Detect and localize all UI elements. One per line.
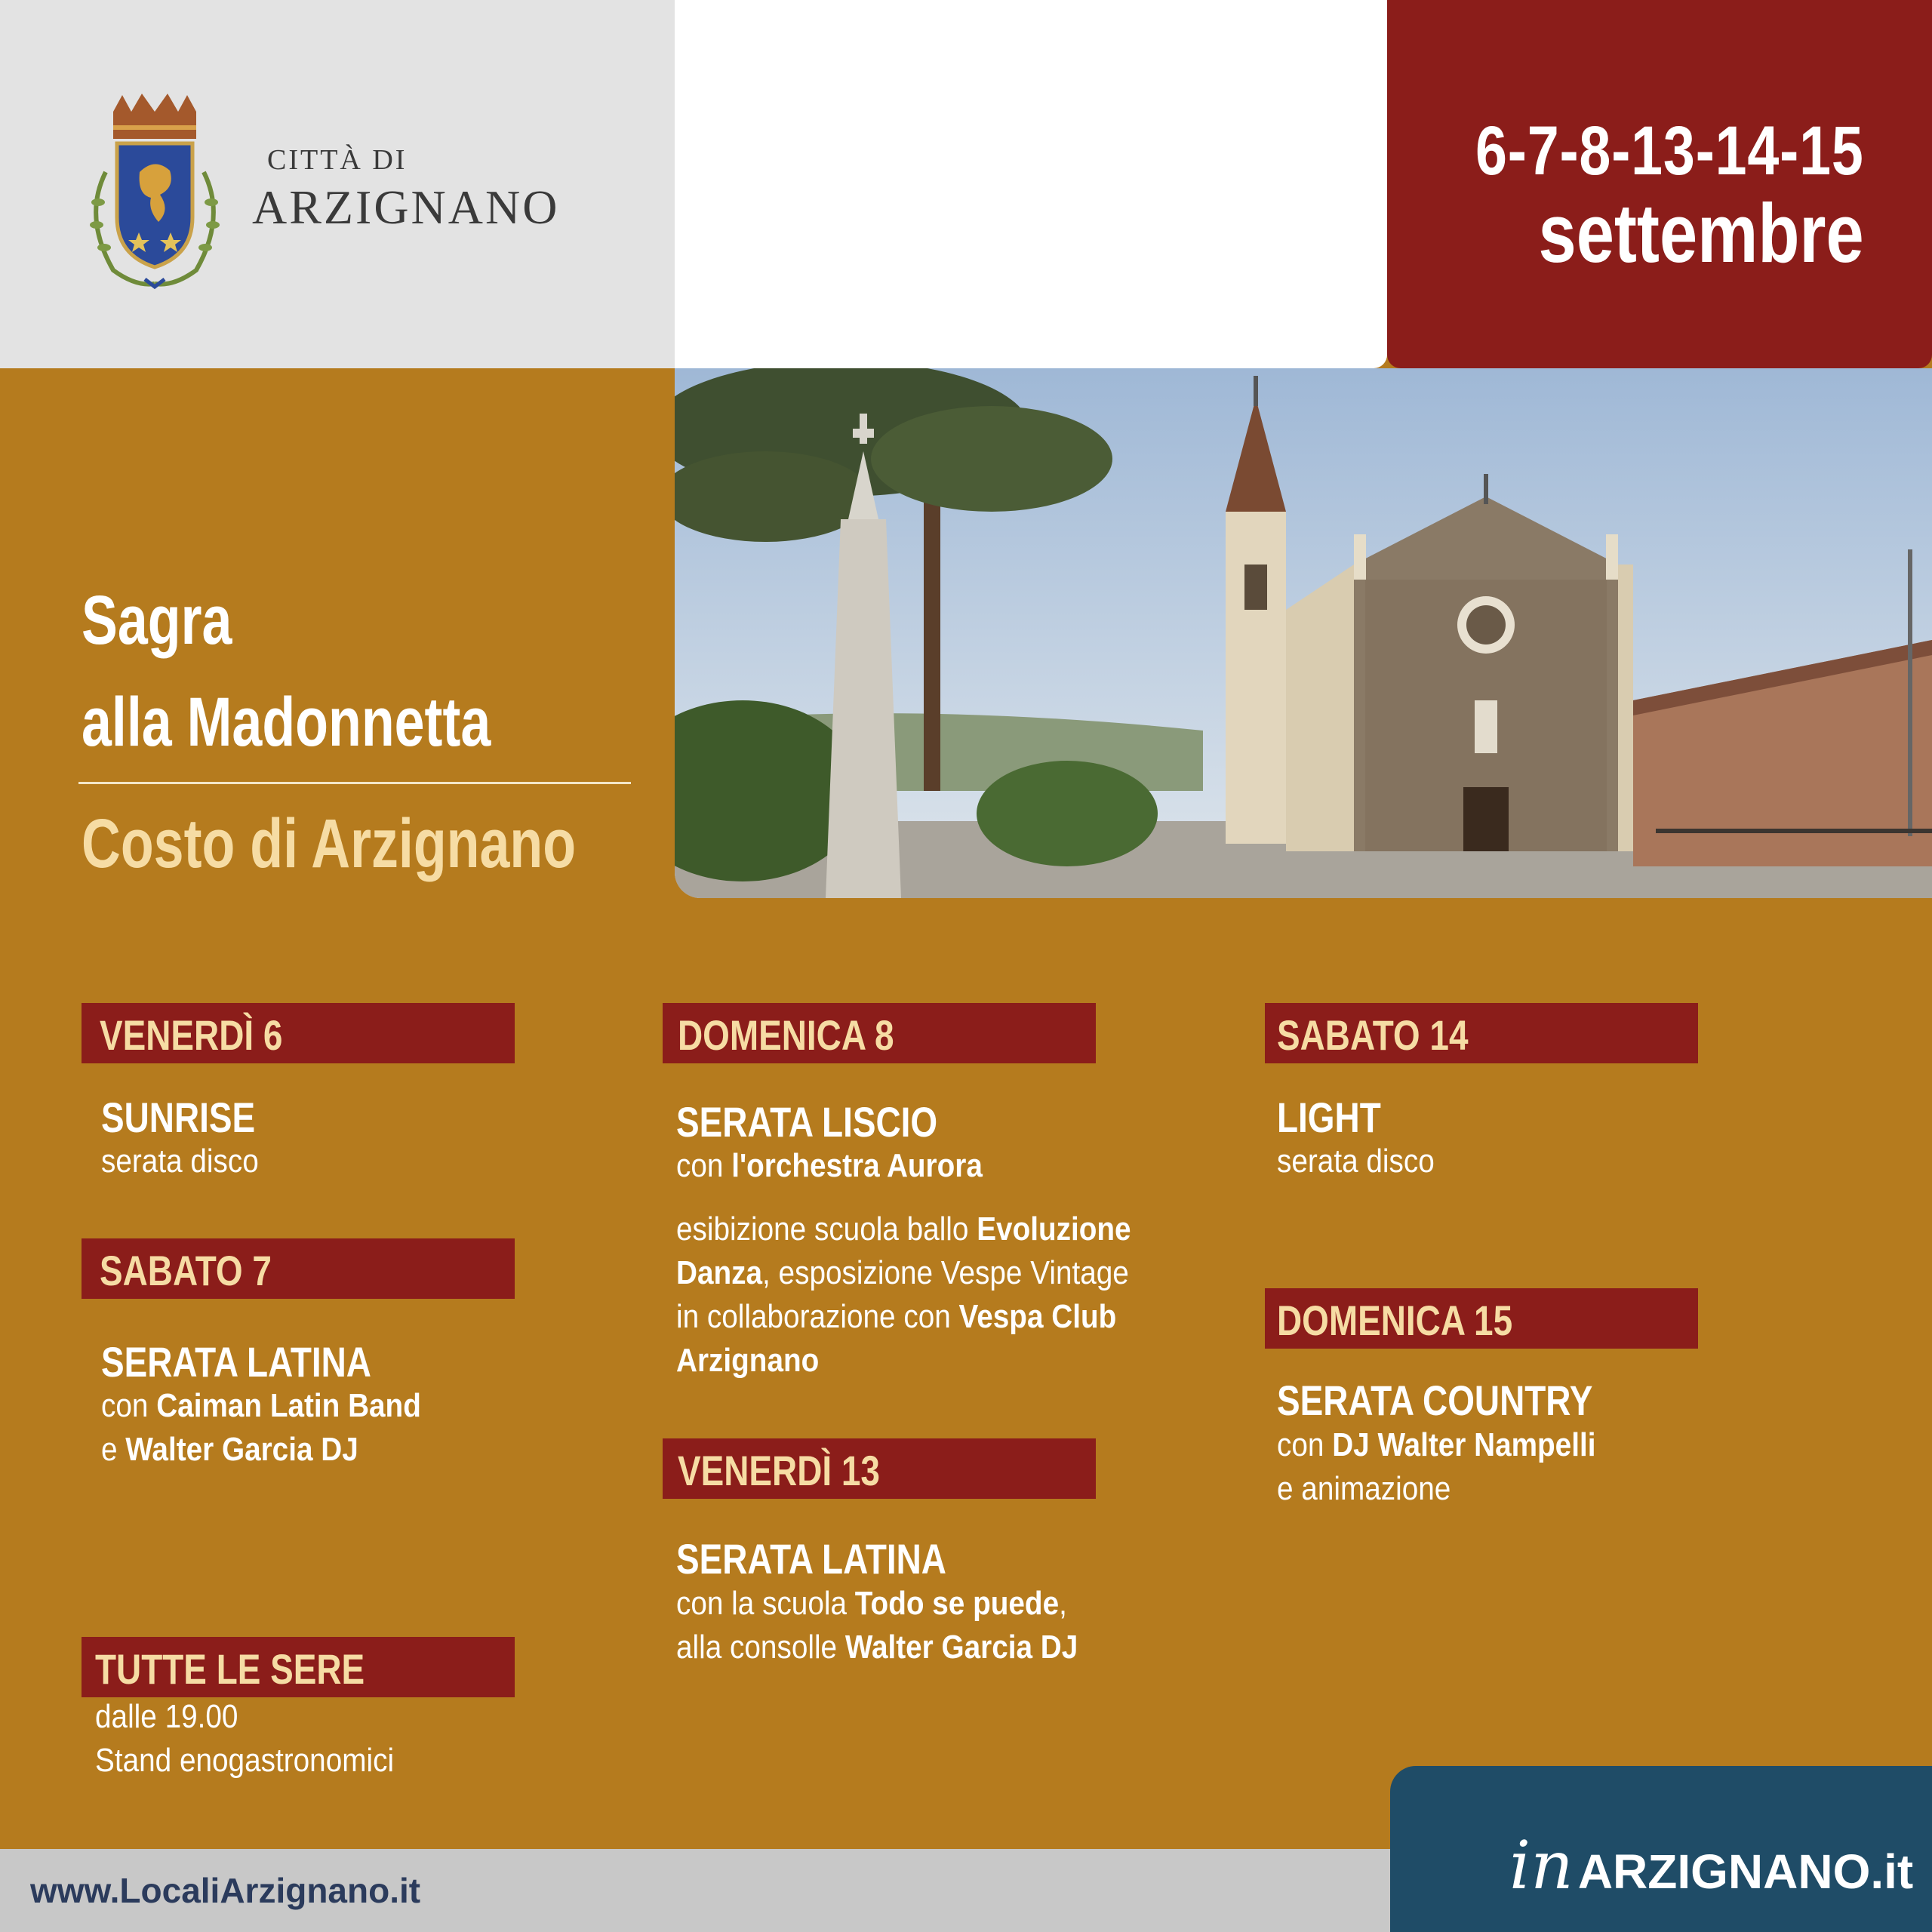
event-desc-fri6: serata disco [101, 1143, 259, 1180]
logo-town-name: ARZIGNANO [252, 180, 560, 234]
day-label: VENERDÌ 13 [678, 1447, 880, 1494]
event-line-sat7-2: e Walter Garcia DJ [101, 1431, 358, 1468]
event-name-fri13: SERATA LATINA [676, 1535, 946, 1583]
day-label: SABATO 7 [100, 1247, 272, 1294]
day-header-fri6 [82, 1003, 515, 1063]
event-line-fri13-2: alla consolle Walter Garcia DJ [676, 1629, 1078, 1666]
brand-script: in [1509, 1826, 1574, 1904]
event-desc-sat14: serata disco [1277, 1143, 1435, 1180]
event-title-line1: Sagra [82, 582, 232, 659]
day-header-every-night [82, 1637, 515, 1697]
event-line-sun8-3: Danza, esposizione Vespe Vintage [676, 1254, 1129, 1291]
day-header-sat7 [82, 1238, 515, 1299]
title-divider [78, 782, 631, 784]
dates-days: 6-7-8-13-14-15 [1475, 112, 1864, 189]
event-line-sun8-1: con l'orchestra Aurora [676, 1147, 983, 1184]
footer-website-link[interactable]: www.LocaliArzignano.it [30, 1871, 421, 1910]
day-label: VENERDÌ 6 [100, 1011, 283, 1059]
day-header-fri13 [663, 1438, 1096, 1499]
day-header-sat14 [1265, 1003, 1698, 1063]
event-line-sun15-1: con DJ Walter Nampelli [1277, 1426, 1596, 1463]
event-line-sat7-1: con Caiman Latin Band [101, 1387, 421, 1424]
logo-city-label: CITTÀ DI [267, 144, 408, 176]
event-line-fri13-1: con la scuola Todo se puede, [676, 1585, 1067, 1622]
event-title-line2: alla Madonnetta [82, 684, 491, 761]
event-name-sat14: LIGHT [1277, 1094, 1381, 1141]
church-photo [675, 368, 1932, 898]
event-location: Costo di Arzignano [82, 805, 577, 882]
every-night-time: dalle 19.00 [95, 1698, 238, 1735]
every-night-stands: Stand enogastronomici [95, 1742, 395, 1779]
event-dates [1390, 113, 1864, 279]
event-line-sun15-2: e animazione [1277, 1470, 1451, 1507]
event-line-sun8-2: esibizione scuola ballo Evoluzione [676, 1211, 1131, 1247]
day-label: SABATO 14 [1277, 1011, 1469, 1059]
dates-month: settembre [1538, 187, 1864, 280]
day-label: DOMENICA 15 [1277, 1297, 1513, 1344]
event-name-fri6: SUNRISE [101, 1094, 256, 1141]
header-blank-panel [675, 0, 1387, 368]
day-header-sun8 [663, 1003, 1096, 1063]
coat-of-arms-icon [75, 89, 234, 293]
brand-name: ARZIGNANO.it [1577, 1844, 1914, 1899]
event-line-sun8-4: in collaborazione con Vespa Club [676, 1298, 1117, 1335]
day-header-sun15 [1265, 1288, 1698, 1349]
event-name-sun8: SERATA LISCIO [676, 1098, 938, 1146]
day-label: TUTTE LE SERE [95, 1645, 365, 1693]
event-name-sat7: SERATA LATINA [101, 1338, 371, 1386]
event-name-sun15: SERATA COUNTRY [1277, 1377, 1593, 1424]
event-line-sun8-5: Arzignano [676, 1342, 820, 1379]
day-label: DOMENICA 8 [678, 1011, 894, 1059]
brand-logo [1509, 1826, 1913, 1904]
